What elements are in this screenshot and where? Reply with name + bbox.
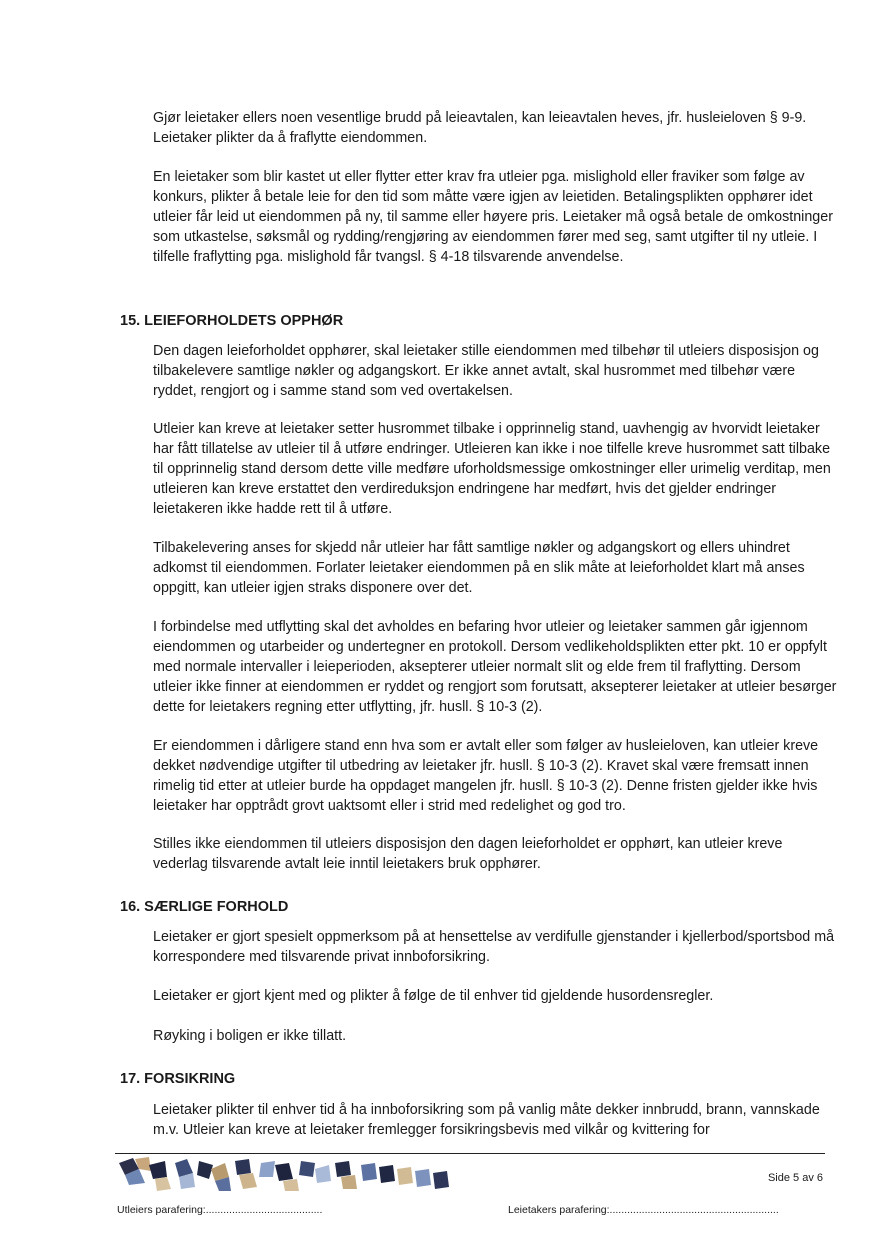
section-17-paragraph-1: Leietaker plikter til enhver tid å ha innboforsikring som på vanlig måte dekker innbrudd, brann, vannskade m.v. Utleier kan kreve at leietaker fremlegger forsikringsbevis med vilkår og kvittering for [153,1102,820,1138]
landlord-initials-line: Utleiers parafering:........................................ [117,1204,323,1216]
section-16-heading: 16. SÆRLIGE FORHOLD [120,899,289,915]
section-15-paragraph-2: Utleier kan kreve at leietaker setter husrommet tilbake i opprinnelig stand, uavhengig av hvorvidt leietaker har fått tillatelse av utleier til å utføre endringer. Utleieren kan ikke i noe tilfelle kreve husrommet satt tilbake til opprinnelig stand dersom dette ville medføre uforholdsmessige omkostninger eller urimelig verditap, men utleieren kan kreve erstattet den verdireduksjon endringene har medført, hvis det gjelder endringer leietakeren ikke hadde rett til å utføre. [153,421,831,517]
section-16-paragraph-2: Leietaker er gjort kjent med og plikter å følge de til enhver tid gjeldende husordensregler. [153,988,714,1004]
section-16-paragraph-1: Leietaker er gjort spesielt oppmerksom på at hensettelse av verdifulle gjenstander i kjellerbod/sportsbod må korrespondere med tilsvarende privat innboforsikring. [153,929,835,965]
page-number: Side 5 av 6 [767,1172,823,1184]
footer-divider [115,1153,825,1154]
intro-paragraph-1: Gjør leietaker ellers noen vesentlige brudd på leieavtalen, kan leieavtalen heves, jfr. husleieloven § 9-9. Leietaker plikter da å fraflytte eiendommen. [153,110,807,146]
section-16-paragraph-3: Røyking i boligen er ikke tillatt. [153,1028,347,1044]
section-15-paragraph-4: I forbindelse med utflytting skal det avholdes en befaring hvor utleier og leietaker sammen går igjennom eiendommen og utarbeider og undertegner en protokoll. Dersom vedlikeholdsplikten etter pkt. 10 er oppfylt med normale intervaller i leieperioden, aksepterer utleier normalt slit og elde frem til fraflytting. Dersom utleier ikke finner at eiendommen er ryddet og rengjort som forutsatt, aksepterer leietaker at utleier besørger dette for leietakers regning etter utflytting, jfr. husll. § 10-3 (2). [153,619,837,715]
intro-paragraph-2: En leietaker som blir kastet ut eller flytter etter krav fra utleier pga. mislighold eller fraviker som følge av konkurs, plikter å betale leie for den tid som måtte være igjen av leietiden. Betalingsplikten opphører idet utleier får leid ut eiendommen på ny, til samme eller høyere pris. Leietaker må også betale de omkostninger som utkastelse, søksmål og rydding/rengjøring av eiendommen fører med seg, samt utgifter til ny utleie. I tilfelle fraflytting pga. mislighold får tvangsl. § 4-18 tilsvarende anvendelse. [153,169,833,265]
section-15-paragraph-5: Er eiendommen i dårligere stand enn hva som er avtalt eller som følger av husleieloven, kan utleier kreve dekket nødvendige utgifter til utbedring av leietaker jfr. husll. § 10-3 (2). Kravet skal være fremsatt innen rimelig tid etter at utleier burde ha oppdaget mangelen jfr. husll. § 10-3 (2). Denne fristen gjelder ikke hvis leietaker har opptrådt grovt uaktsomt eller i strid med redelighet og god tro. [153,738,819,814]
section-17-heading: 17. FORSIKRING [120,1071,236,1087]
tenant-initials-line: Leietakers parafering:.......................................................... [508,1204,779,1216]
section-15-heading: 15. LEIEFORHOLDETS OPPHØR [120,313,344,329]
section-15-paragraph-1: Den dagen leieforholdet opphører, skal leietaker stille eiendommen med tilbehør til utleiers disposisjon og tilbakelevere samtlige nøkler og adgangskort. Er ikke annet avtalt, skal husrommet med tilbehør være ryddet, rengjort og i samme stand som ved overtakelsen. [153,343,819,399]
redacted-logo-mosaic-icon [115,1155,460,1195]
section-15-paragraph-3: Tilbakelevering anses for skjedd når utleier har fått samtlige nøkler og adgangskort og ellers uhindret adkomst til eiendommen. Forlater leietaker eiendommen på en slik måte at leieforholdet klart må anses oppgitt, kan utleier igjen straks disponere over det. [153,540,805,596]
section-15-paragraph-6: Stilles ikke eiendommen til utleiers disposisjon den dagen leieforholdet er opphørt, kan utleier kreve vederlag tilsvarende avtalt leie inntil leietakers bruk opphører. [153,836,783,872]
